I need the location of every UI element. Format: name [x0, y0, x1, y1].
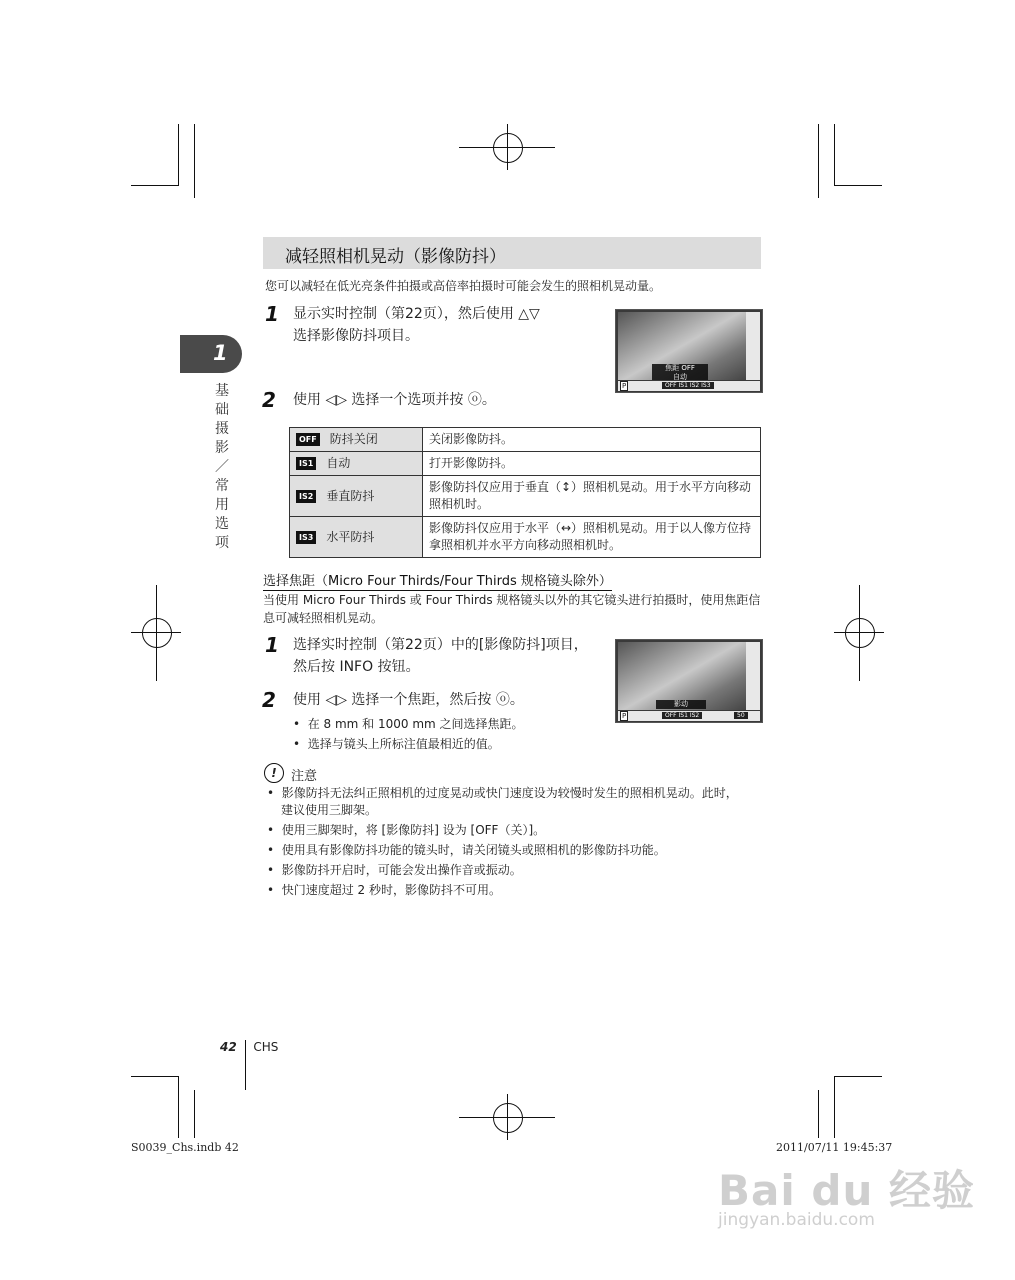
camera-mode: P — [622, 382, 627, 390]
option-name-cell — [290, 452, 423, 476]
step-b2-line1: 使用 ◁▷ 选择一个焦距，然后按 ⓞ。 — [293, 692, 524, 708]
step-a1-number: 1 — [265, 302, 279, 326]
camera-options: OFF IS1 IS2 — [662, 712, 702, 719]
baidu-watermark — [718, 1158, 975, 1230]
caution-icon: ! — [264, 763, 284, 783]
page-language: CHS — [253, 1040, 279, 1054]
option-desc: 打开影像防抖。 — [423, 452, 761, 476]
intro-text: 您可以减轻在低光亮条件拍摄或高倍率拍摄时可能会发生的照相机晃动量。 — [265, 279, 662, 293]
camera-caption — [652, 364, 708, 380]
stabilizer-options-table — [289, 427, 761, 558]
table-row — [290, 428, 761, 452]
camera-focal-value: 50 — [734, 712, 748, 719]
camera-side-icons — [746, 642, 760, 710]
watermark-brand: Bai du 经验 — [718, 1166, 975, 1215]
page-number: 42 — [220, 1040, 237, 1054]
step-b1-line2: 然后按 INFO 按钮。 — [293, 659, 420, 675]
option-name: 水平防抖 — [326, 529, 375, 544]
option-desc: 关闭影像防抖。 — [423, 428, 761, 452]
list-item: • 影像防抖无法纠正照相机的过度晃动或快门速度设为较慢时发生的照相机晃动。此时， — [267, 786, 738, 800]
step-a1-line1: 显示实时控制（第22页），然后使用 △▽ — [293, 306, 540, 322]
list-item: • 选择与镜头上所标注值最相近的值。 — [293, 737, 500, 751]
list-item: • 使用具有影像防抖功能的镜头时，请关闭镜头或照相机的影像防抖功能。 — [267, 843, 666, 857]
camera-side-icons — [746, 312, 760, 380]
option-name: 垂直防抖 — [326, 488, 375, 503]
step-b2-number: 2 — [262, 688, 276, 712]
bullet-text: 在 8 mm 和 1000 mm 之间选择焦距。 — [307, 717, 524, 731]
list-item: • 在 8 mm 和 1000 mm 之间选择焦距。 — [293, 717, 524, 731]
stabilizer-is2-icon: IS2 — [296, 490, 316, 503]
note-text: 影像防抖无法纠正照相机的过度晃动或快门速度设为较慢时发生的照相机晃动。此时， — [281, 786, 738, 800]
section-title-bar — [263, 237, 761, 269]
table-row — [290, 476, 761, 517]
stabilizer-is1-icon: IS1 — [296, 457, 316, 470]
table-row — [290, 517, 761, 558]
option-name-cell — [290, 476, 423, 517]
camera-mode: P — [622, 712, 627, 720]
table-row — [290, 452, 761, 476]
chapter-number: 1 — [213, 341, 228, 365]
step-a2-number: 2 — [262, 388, 276, 412]
list-item: • 影像防抖开启时，可能会发出操作音或振动。 — [267, 863, 522, 877]
list-item: • 快门速度超过 2 秒时，影像防抖不可用。 — [267, 883, 501, 897]
camera-screen-2 — [615, 639, 763, 723]
camera-caption-top: 焦距 OFF — [665, 364, 695, 372]
list-item: • 使用三脚架时，将 [影像防抖] 设为 [OFF（关）]。 — [267, 823, 546, 837]
chapter-label: 基础摄影／常用选项 — [215, 383, 229, 551]
step-a1-line2: 选择影像防抖项目。 — [293, 328, 419, 344]
camera-caption: 影动 — [656, 700, 706, 709]
section-title: 减轻照相机晃动（影像防抖） — [285, 247, 506, 267]
bullet-text: 选择与镜头上所标注值最相近的值。 — [307, 737, 500, 751]
footer-timestamp: 2011/07/11 19:45:37 — [776, 1141, 893, 1154]
camera-caption-bottom: 自动 — [673, 373, 687, 381]
note-text: 使用三脚架时，将 [影像防抖] 设为 [OFF（关）]。 — [281, 823, 546, 837]
page-footer — [220, 1040, 278, 1090]
focal-section-body: 当使用 Micro Four Thirds 或 Four Thirds 规格镜头以外的其它镜头进行拍摄时，使用焦距信息可减轻照相机晃动。 — [263, 593, 761, 625]
option-desc: 影像防抖仅应用于垂直（↕）照相机晃动。用于水平方向移动照相机时。 — [423, 476, 761, 517]
footer-filename: S0039_Chs.indb 42 — [131, 1141, 239, 1154]
note-text: 使用具有影像防抖功能的镜头时，请关闭镜头或照相机的影像防抖功能。 — [281, 843, 666, 857]
option-name: 自动 — [326, 456, 351, 470]
stabilizer-off-icon: OFF — [296, 433, 320, 446]
focal-section-heading: 选择焦距（Micro Four Thirds/Four Thirds 规格镜头除外） — [263, 570, 612, 591]
step-b1-number: 1 — [265, 633, 279, 657]
option-desc: 影像防抖仅应用于水平（↔）照相机晃动。用于以人像方位持拿照相机并水平方向移动照相机时。 — [423, 517, 761, 558]
camera-screen-1 — [615, 309, 763, 393]
note-continuation: 建议使用三脚架。 — [281, 803, 378, 817]
chapter-tab — [180, 335, 242, 373]
note-title: 注意 — [291, 769, 318, 784]
option-name-cell — [290, 517, 423, 558]
stabilizer-is3-icon: IS3 — [296, 531, 316, 544]
option-name-cell — [290, 428, 423, 452]
step-a2-line1: 使用 ◁▷ 选择一个选项并按 ⓞ。 — [293, 392, 496, 408]
camera-options: OFF IS1 IS2 IS3 — [662, 382, 714, 389]
option-name: 防抖关闭 — [329, 432, 378, 446]
watermark-url: jingyan.baidu.com — [718, 1210, 875, 1230]
note-text: 影像防抖开启时，可能会发出操作音或振动。 — [281, 863, 522, 877]
note-text: 快门速度超过 2 秒时，影像防抖不可用。 — [281, 883, 501, 897]
step-b1-line1: 选择实时控制（第22页）中的[影像防抖]项目， — [293, 637, 588, 653]
